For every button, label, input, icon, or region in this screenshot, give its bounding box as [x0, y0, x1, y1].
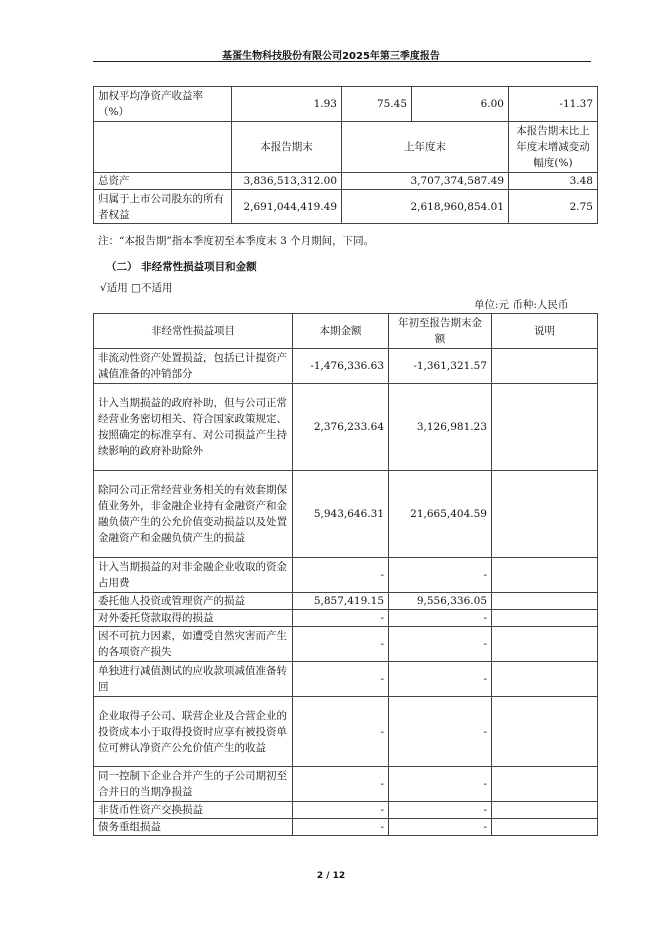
ytd-cell: 9,556,336.05 [389, 593, 492, 610]
roe-value-change: -11.37 [509, 87, 598, 122]
ytd-cell: - [389, 767, 492, 802]
page-number: 2 / 12 [316, 871, 346, 881]
current-cell: - [293, 662, 389, 697]
table-row [94, 87, 598, 122]
item-cell: 非货币性资产交换损益 [94, 802, 293, 819]
header-remarks: 说明 [492, 314, 598, 349]
current-cell: 2,376,233.64 [293, 384, 389, 471]
item-cell: 企业取得子公司、联营企业及合营企业的投资成本小于取得投资时应享有被投资单位可辨认净资产公允价值产生的收益 [94, 697, 293, 767]
table-row [94, 767, 598, 802]
row-label: 总资产 [94, 173, 232, 190]
note-cell [492, 384, 598, 471]
note-cell [492, 558, 598, 593]
note-cell [492, 349, 598, 384]
row-prior: 2,618,960,854.01 [342, 190, 509, 224]
item-cell: 非流动性资产处置损益，包括已计提资产减值准备的冲销部分 [94, 349, 293, 384]
ytd-cell: - [389, 697, 492, 767]
item-cell: 因不可抗力因素，如遭受自然灾害而产生的各项资产损失 [94, 627, 293, 662]
col-header-prior: 上年度末 [342, 122, 509, 173]
note-cell [492, 610, 598, 627]
header-item: 非经常性损益项目 [94, 314, 293, 349]
table-header-row [94, 122, 598, 173]
table-row [94, 173, 598, 190]
current-cell: 5,857,419.15 [293, 593, 389, 610]
table-row [94, 802, 598, 819]
item-cell: 单独进行减值测试的应收款项减值准备转回 [94, 662, 293, 697]
table-row [94, 349, 598, 384]
table-row [94, 558, 598, 593]
row-current: 2,691,044,419.49 [232, 190, 342, 224]
table-row [94, 471, 598, 558]
roe-value-ytd: 6.00 [412, 87, 509, 122]
current-cell: - [293, 819, 389, 836]
roe-label: 加权平均净资产收益率（%） [94, 87, 232, 122]
ytd-cell: 3,126,981.23 [389, 384, 492, 471]
table-row [94, 697, 598, 767]
row-current: 3,836,513,312.00 [232, 173, 342, 190]
col-header-change: 本报告期末比上年度末增减变动幅度(%) [509, 122, 598, 173]
current-cell: - [293, 802, 389, 819]
item-cell: 对外委托贷款取得的损益 [94, 610, 293, 627]
ytd-cell: -1,361,321.57 [389, 349, 492, 384]
current-cell: 5,943,646.31 [293, 471, 389, 558]
ytd-cell: - [389, 662, 492, 697]
period-note: 注：“本报告期”指本季度初至本季度末 3 个月期间，下同。 [98, 235, 375, 247]
note-cell [492, 819, 598, 836]
non-recurring-items-table [93, 313, 598, 836]
table-header-row [94, 314, 598, 349]
current-cell: - [293, 627, 389, 662]
ytd-cell: - [389, 802, 492, 819]
note-cell [492, 802, 598, 819]
item-cell: 除同公司正常经营业务相关的有效套期保值业务外，非金融企业持有金融资产和金融负债产生的公允价值变动损益以及处置金融资产和金融负债产生的损益 [94, 471, 293, 558]
header-divider [93, 61, 591, 62]
current-cell: - [293, 558, 389, 593]
ytd-cell: - [389, 558, 492, 593]
roe-value-current: 1.93 [232, 87, 342, 122]
empty-header-cell [94, 122, 232, 173]
table-row [94, 384, 598, 471]
table-row [94, 819, 598, 836]
item-cell: 同一控制下企业合并产生的子公司期初至合并日的当期净损益 [94, 767, 293, 802]
section-title: （二） 非经常性损益项目和金额 [106, 261, 257, 273]
table-row [94, 610, 598, 627]
note-cell [492, 697, 598, 767]
table-row [94, 593, 598, 610]
col-header-current: 本报告期末 [232, 122, 342, 173]
ytd-cell: 21,665,404.59 [389, 471, 492, 558]
note-cell [492, 593, 598, 610]
row-label: 归属于上市公司股东的所有者权益 [94, 190, 232, 224]
ytd-cell: - [389, 610, 492, 627]
row-change: 3.48 [509, 173, 598, 190]
key-indicators-table [93, 86, 598, 224]
item-cell: 计入当期损益的对非金融企业收取的资金占用费 [94, 558, 293, 593]
item-cell: 债务重组损益 [94, 819, 293, 836]
item-cell: 计入当期损益的政府补助，但与公司正常经营业务密切相关、符合国家政策规定、按照确定的标准享有、对公司损益产生持续影响的政府补助除外 [94, 384, 293, 471]
ytd-cell: - [389, 627, 492, 662]
ytd-cell: - [389, 819, 492, 836]
table-row [94, 190, 598, 224]
current-cell: - [293, 697, 389, 767]
note-cell [492, 471, 598, 558]
unit-currency: 单位:元 币种:人民币 [474, 299, 569, 311]
note-cell [492, 627, 598, 662]
page-header-title: 基蛋生物科技股份有限公司2025年第三季度报告 [222, 51, 440, 62]
header-current: 本期金额 [293, 314, 389, 349]
current-cell: -1,476,336.63 [293, 349, 389, 384]
table-row [94, 627, 598, 662]
current-cell: - [293, 610, 389, 627]
table-row [94, 662, 598, 697]
item-cell: 委托他人投资或管理资产的损益 [94, 593, 293, 610]
header-ytd: 年初至报告期末金额 [389, 314, 492, 349]
note-cell [492, 767, 598, 802]
applicability-options: √适用 □不适用 [100, 282, 173, 294]
row-change: 2.75 [509, 190, 598, 224]
row-prior: 3,707,374,587.49 [342, 173, 509, 190]
roe-value-prior-period: 75.45 [342, 87, 412, 122]
note-cell [492, 662, 598, 697]
current-cell: - [293, 767, 389, 802]
